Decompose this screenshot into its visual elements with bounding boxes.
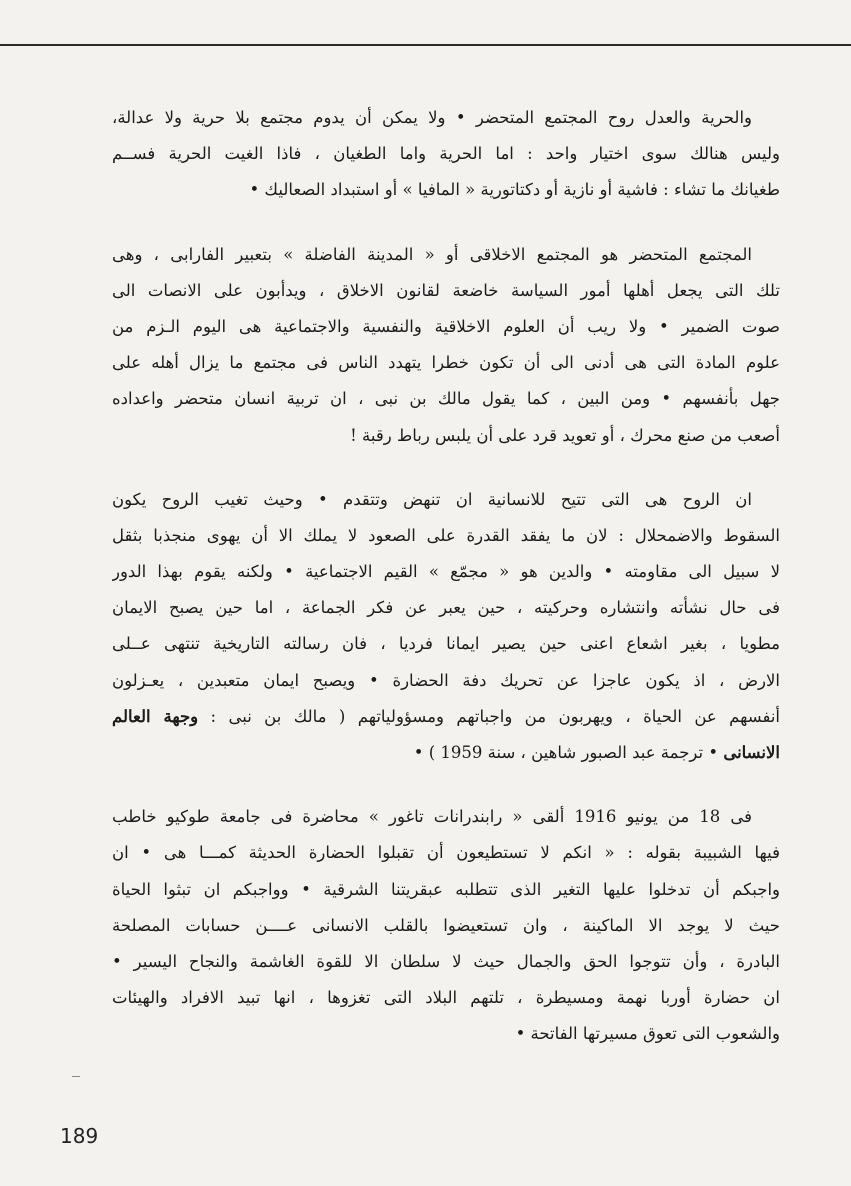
paragraph-3 [112, 482, 780, 772]
paragraph-4 [112, 799, 780, 1052]
book-title: الانسانى [723, 743, 780, 762]
text-line: المجتمع المتحضر هو المجتمع الاخلاقى أو « المدينة الفاضلة » بتعبير الفارابى ، وهى [112, 244, 752, 264]
text-line: حيث لا يوجد الا الماكينة ، وان تستعيضوا بالقلب الانسانى عــــن حسابات المصلحة [112, 915, 780, 935]
page-body [112, 100, 780, 1081]
text-line: وليس هنالك سوى اختيار واحد : اما الحرية واما الطغيان ، فاذا الغيت الحرية فســم [112, 144, 780, 164]
text-line: فيها الشبيبة بقوله : « انكم لا تستطيعون أن تقبلوا الحضارة الحديثة كمـــا هى • ان [112, 843, 780, 863]
text-line: السقوط والاضمحلال : لان ما يفقد القدرة على الصعود لا يملك الا أن يهوى منجذبا بثقل [112, 525, 780, 545]
footer-mark [72, 1076, 80, 1077]
text-line: ان الروح هى التى تتيح للانسانية ان تنهض وتتقدم • وحيث تغيب الروح يكون [112, 489, 752, 509]
text-line: علوم المادة التى هى أدنى الى أن تكون خطرا يتهدد الناس فى مجتمع ما يزال أهله على [112, 353, 780, 373]
text-line: لا سبيل الى مقاومته • والدين هو « مجمّع » القيم الاجتماعية • ولكنه يقوم بهذا الدور [112, 562, 780, 582]
text-line: فى حال نشأته وانتشاره وحركيته ، حين يعبر عن فكر الجماعة ، اما حين يصبح الايمان [112, 598, 780, 618]
text-line: جهل بأنفسهم • ومن البين ، كما يقول مالك بن نبى ، ان تربية انسان متحضر واعداده [112, 389, 780, 409]
text-line: صوت الضمير • ولا ريب أن العلوم الاخلاقية والنفسية والاجتماعية هى اليوم الـزم من [112, 316, 780, 336]
text-line: والحرية والعدل روح المجتمع المتحضر • ولا يمكن أن يدوم مجتمع بلا حرية ولا عدالة، [112, 108, 752, 127]
text-line: أصعب من صنع محرك ، أو تعويد قرد على أن يلبس رباط رقبة ! [350, 425, 780, 445]
text-line: فى 18 من يونيو 1916 ألقى « رابندرانات تاغور » محاضرة فى جامعة طوكيو خاطب [112, 807, 752, 827]
book-title: وجهة العالم [112, 706, 199, 726]
text-line: مطويا ، بغير اشعاع اعنى حين يصير ايمانا فرديا ، فان رسالته التاريخية تنتهى عــلى [112, 634, 780, 654]
text-line: واجبكم أن تدخلوا عليها التغير الذى تتطلبه عبقريتنا الشرقية • وواجبكم ان تبثوا الحياة [112, 879, 780, 899]
text-line: تلك التى يجعل أهلها أمور السياسة خاضعة لقانون الاخلاق ، ويدأبون على الانصات الى [112, 280, 780, 300]
text-line: البادرة ، وأن تتوجوا الحق والجمال حيث لا سلطان الا للقوة الغاشمة والنجاح اليسير • [112, 951, 780, 971]
text-line: الانسانى • ترجمة عبد الصبور شاهين ، سنة 1959 ) • [413, 743, 780, 762]
text-line: أنفسهم عن الحياة ، ويهربون من واجباتهم ومسؤولياتهم ( مالك بن نبى : وجهة العالم [112, 706, 780, 726]
text-line: ان حضارة أوربا نهمة ومسيطرة ، تلتهم البلاد التى تغزوها ، انها تبيد الافراد والهيئات [112, 988, 780, 1008]
page-number: 189 [60, 1124, 99, 1148]
paragraph-1 [112, 100, 780, 209]
text-line: طغيانك ما تشاء : فاشية أو نازية أو دكتاتورية « المافيا » أو استبداد الصعاليك • [249, 180, 780, 200]
header-rule [0, 44, 851, 46]
text-line: والشعوب التى تعوق مسيرتها الفاتحة • [515, 1024, 780, 1044]
text-line: الارض ، اذ يكون عاجزا عن تحريك دفة الحضارة • ويصبح ايمان متعبدين ، يعـزلون [112, 670, 780, 690]
paragraph-2 [112, 237, 780, 454]
